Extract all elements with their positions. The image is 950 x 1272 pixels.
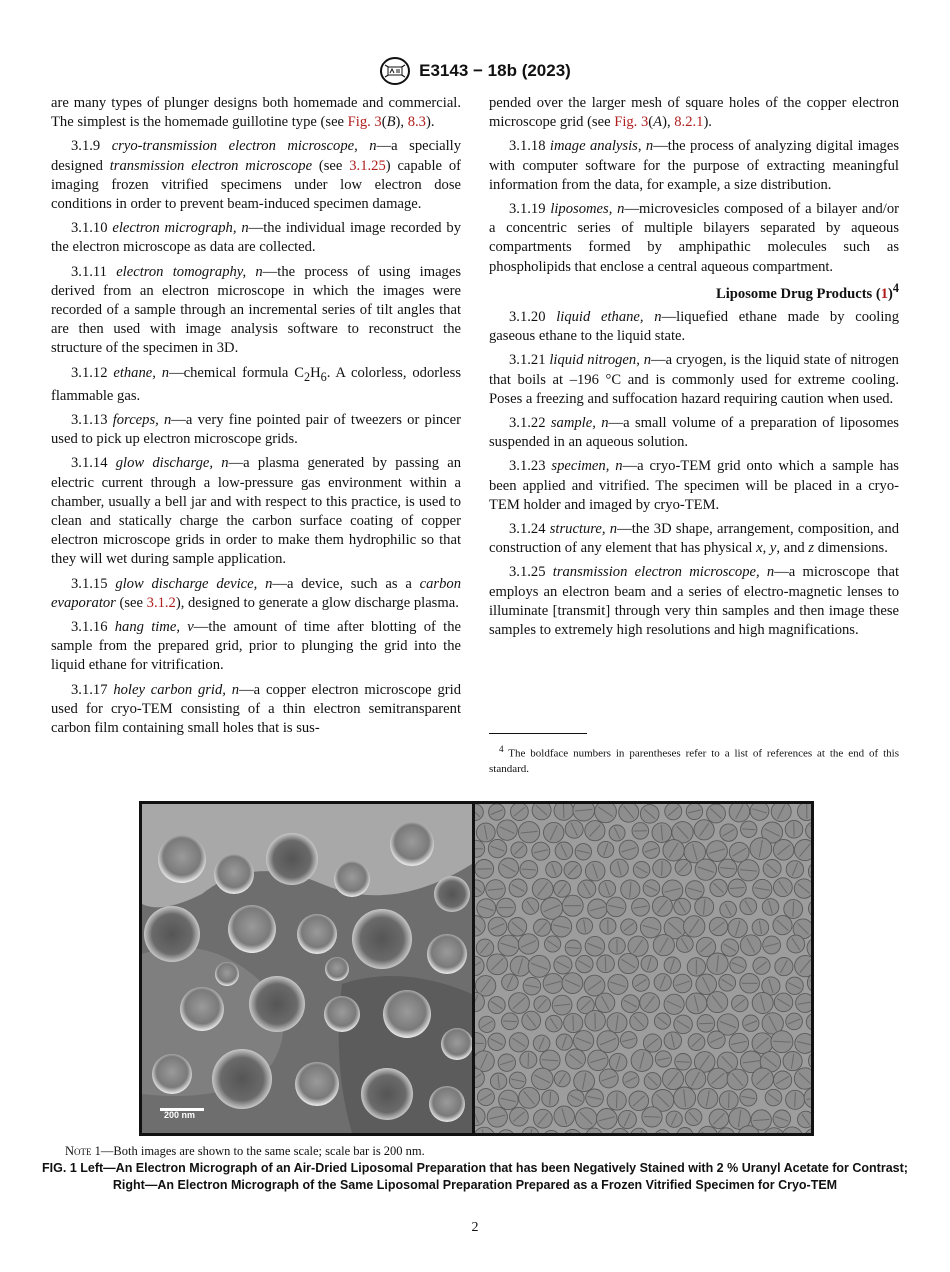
standard-designation: E3143 − 18b (2023) <box>419 61 571 80</box>
page-header <box>0 56 950 86</box>
footnote: $^4$ The boldface numbers in parentheses refer to a list of references at the end of this standard. <box>489 744 899 776</box>
right-column <box>489 94 899 645</box>
cryo-tem-micrograph <box>475 804 811 1133</box>
definition-3-1-19: 3.1.19 liposomes, n—microvesicles composed of a bilayer and/or a concentric series of multiple bilayers separated by aqueous compartments formed by amphipathic molecules such as phospholipids that enclose a central aqueous compartment. <box>489 201 899 275</box>
negative-stain-micrograph <box>142 804 472 1133</box>
paragraph-continued: are many types of plunger designs both homemade and commercial. The simplest is the homemade guillotine type (see Fig. 3(B), 8.3). <box>51 95 461 131</box>
link-fig3[interactable]: Fig. 3 <box>347 114 382 131</box>
link-ref-1[interactable]: 1 <box>880 285 889 302</box>
definition-3-1-18: 3.1.18 image analysis, n—the process of analyzing digital images with computer software for the purpose of extracting meaningful information from the data, for example, a size distribution. <box>489 138 899 193</box>
figure-caption: FIG. 1 Left—An Electron Micrograph of an Air-Dried Liposomal Preparation that has been Negatively Stained with 2 % Uranyl Acetate for Contrast; Right—An Electron Micrograph of the Same Liposomal Preparation Prepared as a Frozen Vitrified Specimen for Cryo-TEM <box>42 1161 908 1192</box>
definition-3-1-15: 3.1.15 glow discharge device, n—a device, such as a carbon evaporator (see 3.1.2), designed to generate a glow discharge plasma. <box>51 575 461 611</box>
scale-bar-label: 200 nm <box>164 1110 196 1120</box>
paragraph-continued-right: pended over the larger mesh of square holes of the copper electron microscope grid (see Fig. 3(A), 8.2.1). <box>489 95 899 131</box>
link-8-3[interactable]: 8.3 <box>407 114 426 131</box>
definition-3-1-14: 3.1.14 glow discharge, n—a plasma generated by passing an electric current through a low-pressure gas environment within a chamber, usually a bell jar and with respect to this practice, is used to clean and statically charge the carbon surface coating of copper electron microscope grids in order to make them hydrophilic so that they will wet during sample application. <box>51 455 462 568</box>
definition-3-1-21: 3.1.21 liquid nitrogen, n—a cryogen, is the liquid state of nitrogen that boils at –196 °C and is commonly used for extreme cooling. Poses a freezing and suffocation hazard requiring caution when used. <box>489 352 899 407</box>
left-column <box>51 94 461 743</box>
figure-1 <box>139 801 814 1136</box>
definition-3-1-12: 3.1.12 ethane, n—chemical formula $C_2H_6$. A colorless, odorless flammable gas. <box>51 364 462 404</box>
definition-3-1-9: 3.1.9 cryo-transmission electron microscope, n—a specially designed transmission electron microscope (see 3.1.25) capable of imaging frozen vitrified specimens under low electron dose conditions in order to prevent beam-induced specimen damage. <box>51 138 462 213</box>
liposome-drug-products-citation: Liposome Drug Products $(1)^4$ <box>716 280 899 302</box>
footnote-rule <box>489 733 587 734</box>
definition-3-1-25: 3.1.25 transmission electron microscope, n—a microscope that employs an electron beam and a series of electro-magnetic lenses to illuminate [transmit] through very thin samples and then image these samples to extremely high resolutions and high magnifications. <box>489 564 899 638</box>
definition-3-1-10: 3.1.10 electron micrograph, n—the individual image recorded by the electron microscope as data are collected. <box>51 220 461 256</box>
link-8-2-1[interactable]: 8.2.1 <box>674 114 704 131</box>
definition-3-1-17: 3.1.17 holey carbon grid, n—a copper electron microscope grid used for cryo-TEM consisting of a thin electron semitransparent carbon film containing small holes that is sus- <box>51 681 461 736</box>
page-number: 2 <box>471 1220 479 1235</box>
link-3-1-2[interactable]: 3.1.2 <box>146 594 176 611</box>
definition-3-1-20: 3.1.20 liquid ethane, n—liquefied ethane made by cooling gaseous ethane to the liquid state. <box>489 308 899 345</box>
definition-3-1-24: 3.1.24 structure, n—the 3D shape, arrangement, composition, and construction of any element that has physical x, y, and z dimensions. <box>489 520 899 557</box>
definition-3-1-22: 3.1.22 sample, n—a small volume of a preparation of liposomes suspended in an aqueous solution. <box>489 414 899 451</box>
definition-3-1-23: 3.1.23 specimen, n—a cryo-TEM grid onto which a sample has been applied and vitrified. The specimen will be placed in a cryo-TEM holder and imaged by cryo-TEM. <box>489 458 899 513</box>
link-3-1-25[interactable]: 3.1.25 <box>349 157 386 174</box>
link-fig3a[interactable]: Fig. 3 <box>614 114 649 131</box>
definition-3-1-11: 3.1.11 electron tomography, n—the process of using images derived from an electron microscope in which the images were recorded of a sample through an incremental series of tilt angles that are then used with image analysis software to reconstruct the structure of the specimen in 3D. <box>51 263 462 357</box>
definition-3-1-16: 3.1.16 hang time, v—the amount of time after blotting of the sample from the prepared grid, prior to plunging the grid into the liquid ethane for vitrification. <box>51 618 461 674</box>
figure-note: Note 1—Both images are shown to the same scale; scale bar is 200 nm. <box>65 1144 425 1158</box>
definition-3-1-13: 3.1.13 forceps, n—a very fine pointed pair of tweezers or pincer used to pick up electron microscope grids. <box>51 411 461 448</box>
astm-logo-icon <box>379 56 411 86</box>
